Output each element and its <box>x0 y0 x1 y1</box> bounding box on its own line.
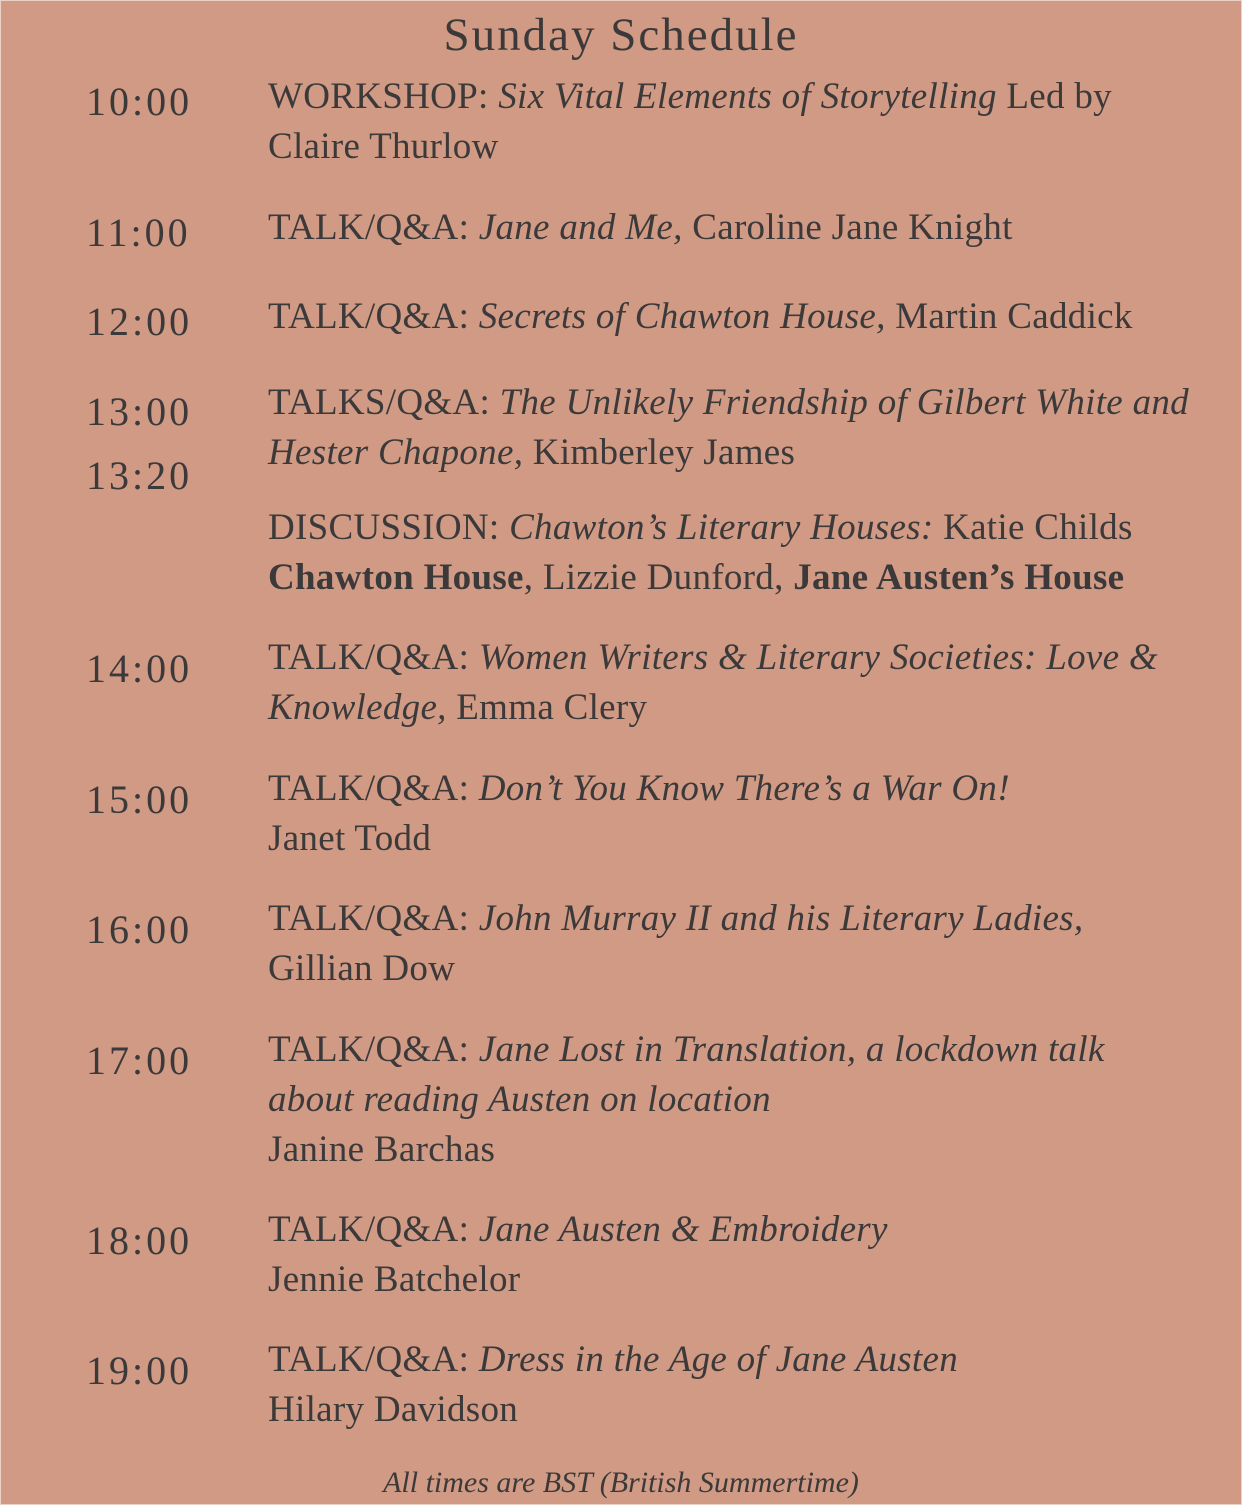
item-title: Jane Austen & Embroidery <box>478 1209 888 1250</box>
item-organisation: Chawton House <box>268 557 524 598</box>
item-speaker: Caroline Jane Knight <box>682 207 1013 248</box>
item-kind: TALK/Q&A: <box>268 1209 470 1250</box>
item-description <box>268 1025 1198 1175</box>
item-time: 18:00 <box>86 1218 193 1263</box>
item-description <box>268 292 1198 342</box>
item-speaker: Janine Barchas <box>268 1129 496 1170</box>
item-kind: TALK/Q&A: <box>268 1339 470 1380</box>
item-speaker: Emma Clery <box>446 687 648 728</box>
item-description <box>268 378 1198 478</box>
item-time: 10:00 <box>86 79 193 124</box>
item-speaker: Jennie Batchelor <box>268 1259 521 1300</box>
item-title: Women Writers & Literary Societies: Love & Knowledge, <box>268 637 1158 728</box>
item-title: Dress in the Age of Jane Austen <box>478 1339 958 1380</box>
item-title: Chawton’s Literary Houses: <box>509 507 934 548</box>
item-description <box>268 503 1198 603</box>
item-organisation: Jane Austen’s House <box>793 557 1125 598</box>
item-time: 15:00 <box>86 777 193 822</box>
item-speaker-extra: , Lizzie Dunford, <box>523 557 794 598</box>
item-time: 16:00 <box>86 907 193 952</box>
item-speaker: Gillian Dow <box>268 948 456 989</box>
item-description <box>268 203 1198 253</box>
item-time: 19:00 <box>86 1348 193 1393</box>
item-description <box>268 894 1198 994</box>
item-kind: TALK/Q&A: <box>268 1029 470 1070</box>
item-title: Don’t You Know There’s a War On! <box>478 768 1010 809</box>
item-speaker: Janet Todd <box>268 818 432 859</box>
item-speaker: Led by Claire Thurlow <box>268 76 1112 167</box>
item-speaker: Kimberley James <box>523 432 796 473</box>
item-description <box>268 72 1198 172</box>
item-time: 11:00 <box>86 210 191 255</box>
item-description <box>268 633 1198 733</box>
item-description <box>268 1205 1198 1305</box>
item-kind: WORKSHOP: <box>268 76 489 117</box>
item-time: 12:00 <box>86 299 193 344</box>
item-kind: TALKS/Q&A: <box>268 382 491 423</box>
item-title: Six Vital Elements of Storytelling <box>498 76 997 117</box>
timezone-note: All times are BST (British Summertime) <box>383 1466 859 1499</box>
item-time: 14:00 <box>86 646 193 691</box>
item-title: The Unlikely Friendship of Gilbert White and Hester Chapone, <box>268 382 1189 473</box>
item-time: 13:20 <box>86 453 193 498</box>
item-speaker: Hilary Davidson <box>268 1389 519 1430</box>
item-title: Secrets of Chawton House, <box>478 296 886 337</box>
item-title: Jane and Me, <box>478 207 683 248</box>
item-kind: DISCUSSION: <box>268 507 500 548</box>
item-kind: TALK/Q&A: <box>268 898 470 939</box>
item-description <box>268 764 1198 864</box>
item-kind: TALK/Q&A: <box>268 296 470 337</box>
item-time: 17:00 <box>86 1038 193 1083</box>
item-time: 13:00 <box>86 389 193 434</box>
item-kind: TALK/Q&A: <box>268 637 470 678</box>
item-kind: TALK/Q&A: <box>268 207 470 248</box>
page-title: Sunday Schedule <box>443 9 799 61</box>
item-title: John Murray II and his Literary Ladies, <box>478 898 1084 939</box>
item-speaker: Katie Childs <box>933 507 1133 548</box>
item-speaker: Martin Caddick <box>885 296 1133 337</box>
item-title: Jane Lost in Translation, a lockdown talk about reading Austen on location <box>268 1029 1105 1120</box>
item-description <box>268 1335 1198 1435</box>
item-kind: TALK/Q&A: <box>268 768 470 809</box>
